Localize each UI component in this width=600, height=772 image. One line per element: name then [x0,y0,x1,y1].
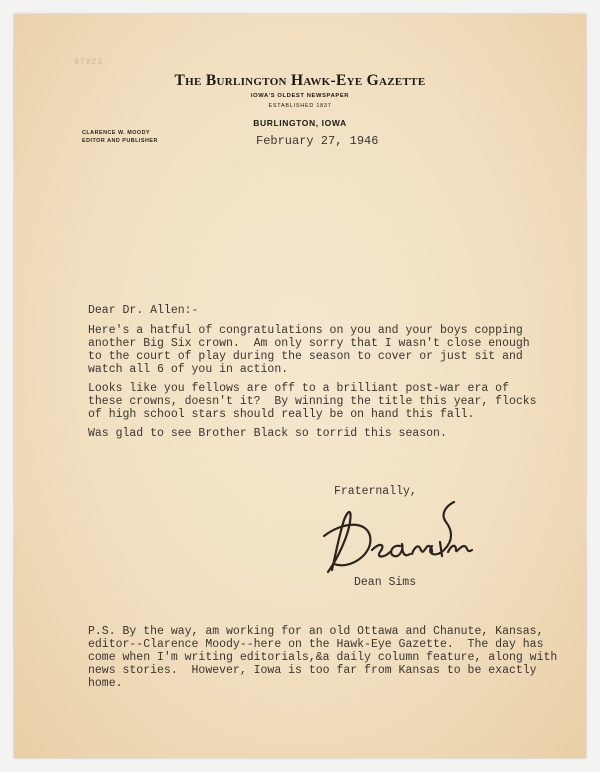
signer-name: Dean Sims [354,576,417,589]
letter-date: February 27, 1946 [256,134,379,148]
paragraph-2: Looks like you fellows are off to a brilliant post-war era of these crowns, doesn't it? By winning the title this year, flocks of high school stars should really be on hand this fall. [88,382,537,421]
postscript: P.S. By the way, am working for an old Ottawa and Chanute, Kansas, editor--Clarence Moody--here on the Hawk-Eye Gazette. The day has come when I'm writing editorials,&a daily column feature, along with news stories. However, Iowa is too far from Kansas to be exactly home. [88,625,558,690]
editor-name: CLARENCE W. MOODY [82,130,151,136]
archive-stamp: 97923 [74,58,104,67]
closing: Fraternally, [334,485,417,498]
salutation: Dear Dr. Allen:- [88,304,199,317]
paragraph-3: Was glad to see Brother Black so torrid this season. [88,427,447,440]
letter-page [14,14,586,758]
newspaper-title: The Burlington Hawk-Eye Gazette [174,72,426,89]
paragraph-1: Here's a hatful of congratulations on you and your boys copping another Big Six crown. Am only sorry that I wasn't close enough to the court of play during the season to cover or just sit and watch all 6 of you in action. [88,324,530,376]
editor-role: EDITOR AND PUBLISHER [82,138,158,144]
newspaper-subtitle: IOWA'S OLDEST NEWSPAPER [250,93,350,99]
established-line: ESTABLISHED 1837 [268,103,332,109]
handwritten-signature [314,492,484,582]
city-line: BURLINGTON, IOWA [253,118,347,128]
